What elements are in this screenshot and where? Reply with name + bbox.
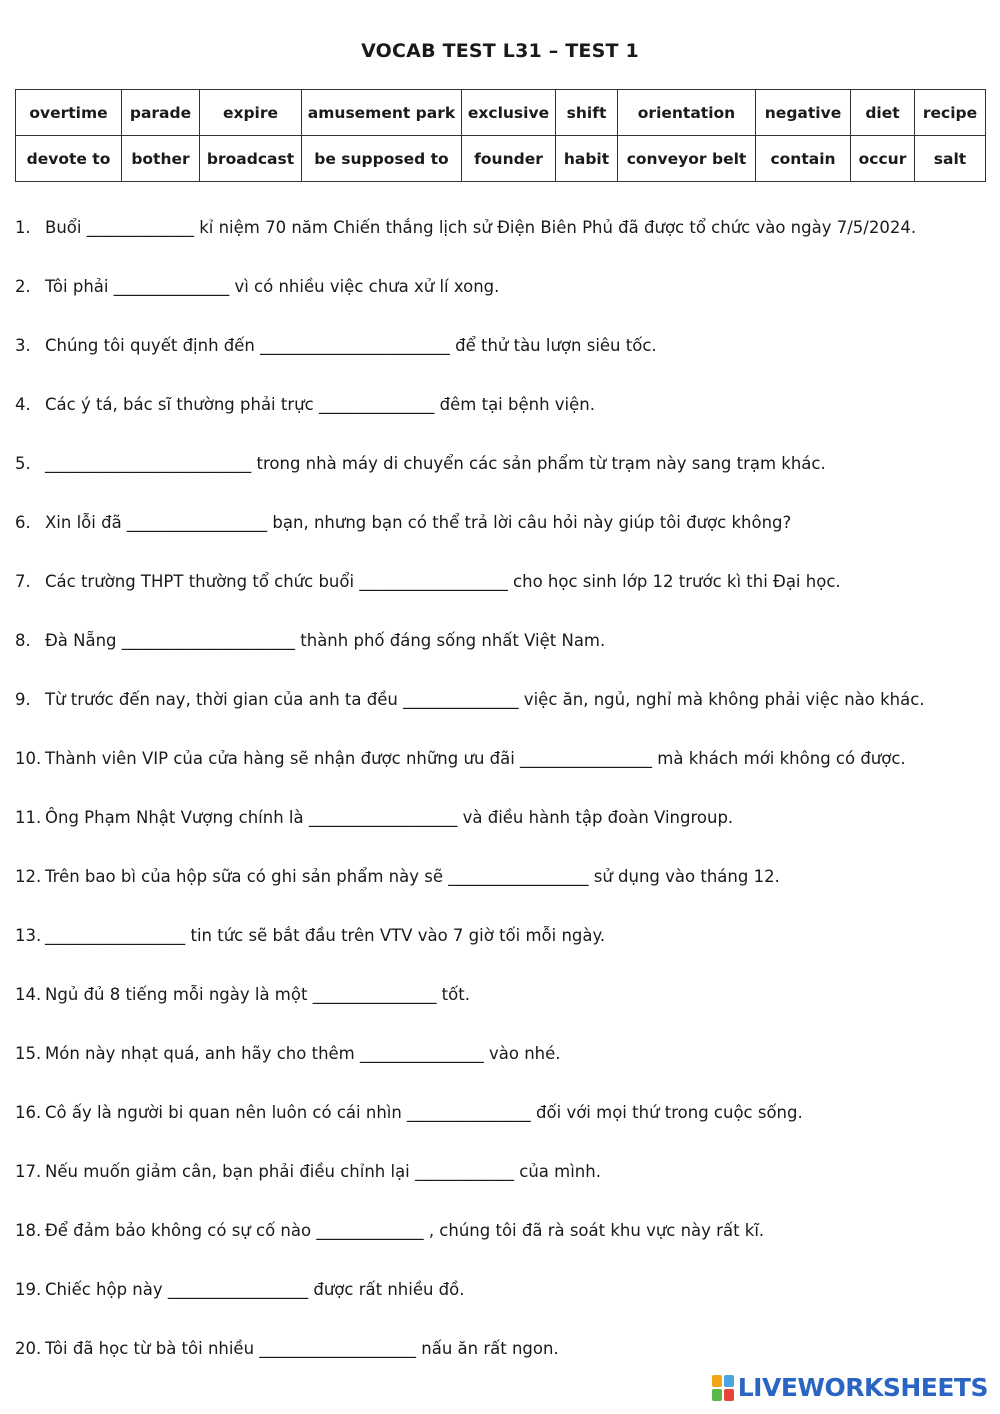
question-number: 16.	[15, 1103, 42, 1122]
question-text: Nếu muốn giảm cân, bạn phải điều chỉnh lại ____________ của mình.	[45, 1162, 601, 1181]
question-item	[15, 685, 990, 744]
word-bank-cell: expire	[200, 90, 302, 136]
question-number: 8.	[15, 631, 31, 650]
question-text: Các trường THPT thường tổ chức buổi __________________ cho học sinh lớp 12 trước kì thi Đại học.	[45, 572, 841, 591]
question-text: Để đảm bảo không có sự cố nào _____________ , chúng tôi đã rà soát khu vực này rất kĩ.	[45, 1221, 765, 1240]
question-text: Ngủ đủ 8 tiếng mỗi ngày là một _______________ tốt.	[45, 985, 470, 1004]
question-number: 5.	[15, 454, 31, 473]
word-bank-cell: habit	[556, 136, 618, 182]
word-bank-cell: orientation	[618, 90, 756, 136]
question-number: 2.	[15, 277, 31, 296]
question-item	[15, 626, 990, 685]
question-text: Xin lỗi đã _________________ bạn, nhưng bạn có thể trả lời câu hỏi này giúp tôi được không?	[45, 513, 792, 532]
question-item	[15, 1275, 990, 1334]
word-bank-cell: overtime	[16, 90, 122, 136]
question-item	[15, 449, 990, 508]
question-number: 14.	[15, 985, 42, 1004]
word-bank-cell: devote to	[16, 136, 122, 182]
question-item	[15, 567, 990, 626]
question-item	[15, 272, 990, 331]
question-text: Thành viên VIP của cửa hàng sẽ nhận được những ưu đãi ________________ mà khách mới không có được.	[45, 749, 906, 768]
question-text: Món này nhạt quá, anh hãy cho thêm _______________ vào nhé.	[45, 1044, 561, 1063]
question-text: Đà Nẵng _____________________ thành phố đáng sống nhất Việt Nam.	[45, 631, 606, 650]
word-bank-cell: recipe	[915, 90, 986, 136]
question-text: Cô ấy là người bi quan nên luôn có cái nhìn _______________ đối với mọi thứ trong cuộc sống.	[45, 1103, 803, 1122]
word-bank-cell: diet	[851, 90, 915, 136]
question-text: Tôi đã học từ bà tôi nhiều ___________________ nấu ăn rất ngon.	[45, 1339, 559, 1358]
word-bank-cell: conveyor belt	[618, 136, 756, 182]
page-title: VOCAB TEST L31 – TEST 1	[361, 40, 639, 62]
question-item	[15, 390, 990, 449]
question-list	[15, 213, 990, 1393]
word-bank-cell: founder	[462, 136, 556, 182]
question-item	[15, 744, 990, 803]
question-item	[15, 1039, 990, 1098]
question-item	[15, 980, 990, 1039]
question-item	[15, 1216, 990, 1275]
question-item	[15, 1157, 990, 1216]
question-item	[15, 803, 990, 862]
question-text: Chúng tôi quyết định đến _______________________ để thử tàu lượn siêu tốc.	[45, 336, 657, 355]
question-number: 18.	[15, 1221, 42, 1240]
word-bank-table	[15, 89, 986, 182]
question-text: Buổi _____________ kỉ niệm 70 năm Chiến thắng lịch sử Điện Biên Phủ đã được tổ chức vào ngày 7/5/2024.	[45, 218, 917, 237]
word-bank-cell: broadcast	[200, 136, 302, 182]
logo-text: LIVEWORKSHEETS	[737, 1373, 988, 1402]
question-item	[15, 862, 990, 921]
question-text: Tôi phải ______________ vì có nhiều việc chưa xử lí xong.	[45, 277, 500, 296]
word-bank-cell: negative	[756, 90, 851, 136]
question-number: 1.	[15, 218, 31, 237]
word-bank-cell: shift	[556, 90, 618, 136]
question-number: 12.	[15, 867, 42, 886]
question-item	[15, 508, 990, 567]
word-bank-cell: amusement park	[302, 90, 462, 136]
word-bank-cell: exclusive	[462, 90, 556, 136]
word-bank-cell: salt	[915, 136, 986, 182]
word-bank-cell: parade	[122, 90, 200, 136]
question-item	[15, 1098, 990, 1157]
question-number: 15.	[15, 1044, 42, 1063]
question-number: 6.	[15, 513, 31, 532]
question-number: 4.	[15, 395, 31, 414]
question-text: Ông Phạm Nhật Vượng chính là __________________ và điều hành tập đoàn Vingroup.	[45, 808, 734, 827]
question-number: 7.	[15, 572, 31, 591]
word-bank-row-2	[16, 136, 986, 182]
question-number: 17.	[15, 1162, 42, 1181]
question-text: _________________ tin tức sẽ bắt đầu trên VTV vào 7 giờ tối mỗi ngày.	[45, 926, 606, 945]
question-number: 19.	[15, 1280, 42, 1299]
word-bank-cell: bother	[122, 136, 200, 182]
question-number: 11.	[15, 808, 42, 827]
question-number: 20.	[15, 1339, 42, 1358]
question-item	[15, 331, 990, 390]
question-number: 13.	[15, 926, 42, 945]
question-text: _________________________ trong nhà máy di chuyển các sản phẩm từ trạm này sang trạm khác.	[45, 454, 826, 473]
word-bank-row-1	[16, 90, 986, 136]
question-number: 10.	[15, 749, 42, 768]
question-text: Từ trước đến nay, thời gian của anh ta đều ______________ việc ăn, ngủ, nghỉ mà không phải việc nào khác.	[45, 690, 925, 709]
word-bank-cell: be supposed to	[302, 136, 462, 182]
question-item	[15, 213, 990, 272]
question-item	[15, 921, 990, 980]
liveworksheets-logo	[712, 1373, 988, 1402]
word-bank-cell: contain	[756, 136, 851, 182]
word-bank-cell: occur	[851, 136, 915, 182]
liveworksheets-logo-icon	[712, 1375, 734, 1401]
question-number: 9.	[15, 690, 31, 709]
question-number: 3.	[15, 336, 31, 355]
question-text: Chiếc hộp này _________________ được rất nhiều đồ.	[45, 1280, 465, 1299]
question-text: Các ý tá, bác sĩ thường phải trực ______________ đêm tại bệnh viện.	[45, 395, 595, 414]
question-text: Trên bao bì của hộp sữa có ghi sản phẩm này sẽ _________________ sử dụng vào tháng 12.	[45, 867, 780, 886]
